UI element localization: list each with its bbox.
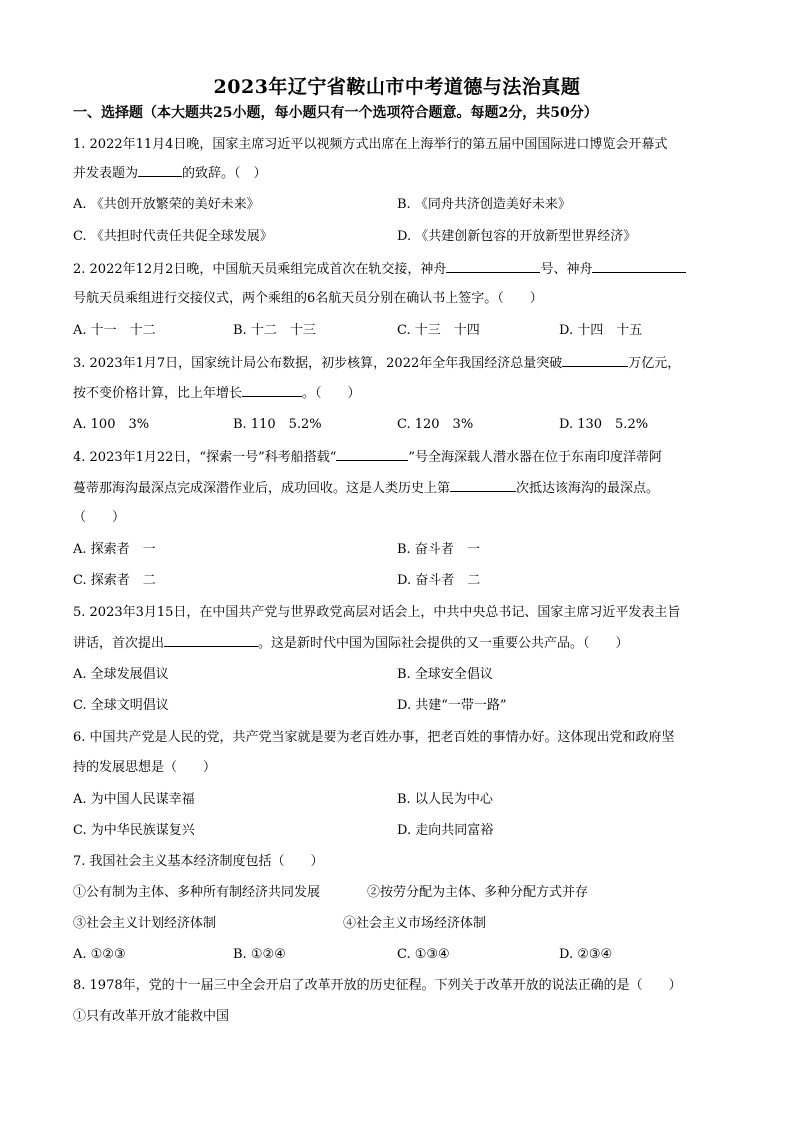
question-4-text-a: 4. 2023年1月22日，“探索一号”科考船搭载“	[73, 450, 337, 465]
option-b: B. 《同舟共济创造美好未来》	[397, 197, 571, 212]
question-1-line-1: 1. 2022年11月4日晚，国家主席习近平以视频方式出席在上海举行的第五届中国国际进口博览会开幕式	[73, 137, 668, 152]
option-b: B. 以人民为中心	[397, 792, 493, 807]
option-c: C. 为中华民族谋复兴	[73, 823, 195, 838]
question-5-text-b: 。这是新时代中国为国际社会提供的又一重要公共产品。（ ）	[258, 636, 629, 651]
question-3-line-2	[73, 384, 361, 403]
question-4-text-b: ”号全海深载人潜水器在位于东南印度洋蒂阿	[408, 450, 663, 465]
statement-item: ①公有制为主体、多种所有制经济共同发展	[73, 885, 321, 900]
question-1-text-a: 并发表题为	[73, 166, 139, 181]
answer-blank	[336, 448, 408, 461]
option-d: D. 《共建创新包容的开放新型世界经济》	[397, 229, 637, 244]
question-7-line-1: 7. 我国社会主义基本经济制度包括（ ）	[73, 854, 324, 869]
question-4-text-c: 蔓蒂那海沟最深点完成深潜作业后，成功回收。这是人类历史上第	[73, 481, 451, 496]
question-4-line-1	[73, 448, 662, 467]
question-6-line-1: 6. 中国共产党是人民的党，共产党当家就是要为老百姓办事，把老百姓的事情办好。这体现出党和政府坚	[73, 730, 675, 745]
question-1-line-2	[73, 164, 267, 183]
answer-blank	[242, 384, 302, 397]
answer-blank	[562, 354, 628, 367]
option-c: C. 全球文明倡议	[73, 698, 169, 713]
question-3-text-d: 。（ ）	[302, 386, 361, 401]
question-3-text-a: 3. 2023年1月7日，国家统计局公布数据，初步核算，2022年全年我国经济总量突破	[73, 356, 563, 371]
answer-blank	[138, 164, 182, 177]
option-a: A. 探索者 一	[73, 542, 156, 557]
question-5-line-1: 5. 2023年3月15日，在中国共产党与世界政党高层对话会上，中共中央总书记、国家主席习近平发表主旨	[73, 605, 681, 620]
option-b: B. 十二 十三	[233, 323, 316, 338]
option-b: B. ①②④	[233, 947, 286, 962]
section-heading: 一、选择题（本大题共25小题，每小题只有一个选项符合题意。每题2分，共50分）	[73, 105, 598, 121]
question-4-line-2	[73, 479, 659, 498]
option-c: C. 《共担时代责任共促全球发展》	[73, 229, 273, 244]
option-d: D. 奋斗者 二	[397, 573, 481, 588]
answer-blank	[450, 479, 516, 492]
option-a: A. 十一 十二	[73, 323, 156, 338]
option-c: C. 探索者 二	[73, 573, 156, 588]
question-3-line-1	[73, 354, 680, 373]
question-6-line-2: 持的发展思想是（ ）	[73, 760, 217, 775]
option-d: D. 走向共同富裕	[397, 823, 494, 838]
option-c: C. ①③④	[397, 947, 450, 962]
question-2-text-b: 号、神舟	[540, 262, 593, 277]
statement-item: ④社会主义市场经济体制	[343, 916, 487, 931]
question-4-text-d: 次抵达该海沟的最深点。	[516, 481, 660, 496]
question-3-text-c: 按不变价格计算，比上年增长	[73, 386, 243, 401]
question-5-text-a: 讲话，首次提出	[73, 636, 165, 651]
statement-item: ①只有改革开放才能救中国	[73, 1009, 230, 1024]
answer-blank	[164, 634, 258, 647]
statement-item: ③社会主义计划经济体制	[73, 916, 217, 931]
option-d: D. 十四 十五	[559, 323, 643, 338]
answer-blank	[446, 260, 540, 273]
option-a: A. ①②③	[73, 947, 126, 962]
option-c: C. 120 3%	[397, 417, 474, 432]
option-d: D. 共建“一带一路”	[397, 698, 507, 713]
option-b: B. 奋斗者 一	[397, 542, 480, 557]
option-a: A. 为中国人民谋幸福	[73, 792, 195, 807]
question-2-text-a: 2. 2022年12月2日晚，中国航天员乘组完成首次在轨交接，神舟	[73, 262, 447, 277]
option-a: A. 《共创开放繁荣的美好未来》	[73, 197, 260, 212]
question-3-text-b: 万亿元，	[628, 356, 681, 371]
option-d: D. ②③④	[559, 947, 613, 962]
question-8-line-1: 8. 1978年，党的十一届三中全会开启了改革开放的历史征程。下列关于改革开放的说法正确的是（ ）	[73, 978, 682, 993]
answer-blank	[592, 260, 686, 273]
question-2-line-2: 号航天员乘组进行交接仪式，两个乘组的6名航天员分别在确认书上签字。（ ）	[73, 291, 543, 306]
option-d: D. 130 5.2%	[559, 417, 649, 432]
question-4-line-3: （ ）	[73, 510, 126, 525]
option-b: B. 110 5.2%	[233, 417, 322, 432]
question-5-line-2	[73, 634, 629, 653]
page-title: 2023年辽宁省鞍山市中考道德与法治真题	[213, 76, 581, 98]
question-1-text-b: 的致辞。（ ）	[182, 166, 267, 181]
option-b: B. 全球安全倡议	[397, 667, 493, 682]
option-a: A. 100 3%	[73, 417, 150, 432]
option-a: A. 全球发展倡议	[73, 667, 169, 682]
option-c: C. 十三 十四	[397, 323, 480, 338]
statement-item: ②按劳分配为主体、多种分配方式并存	[367, 885, 589, 900]
question-2-line-1	[73, 260, 686, 279]
